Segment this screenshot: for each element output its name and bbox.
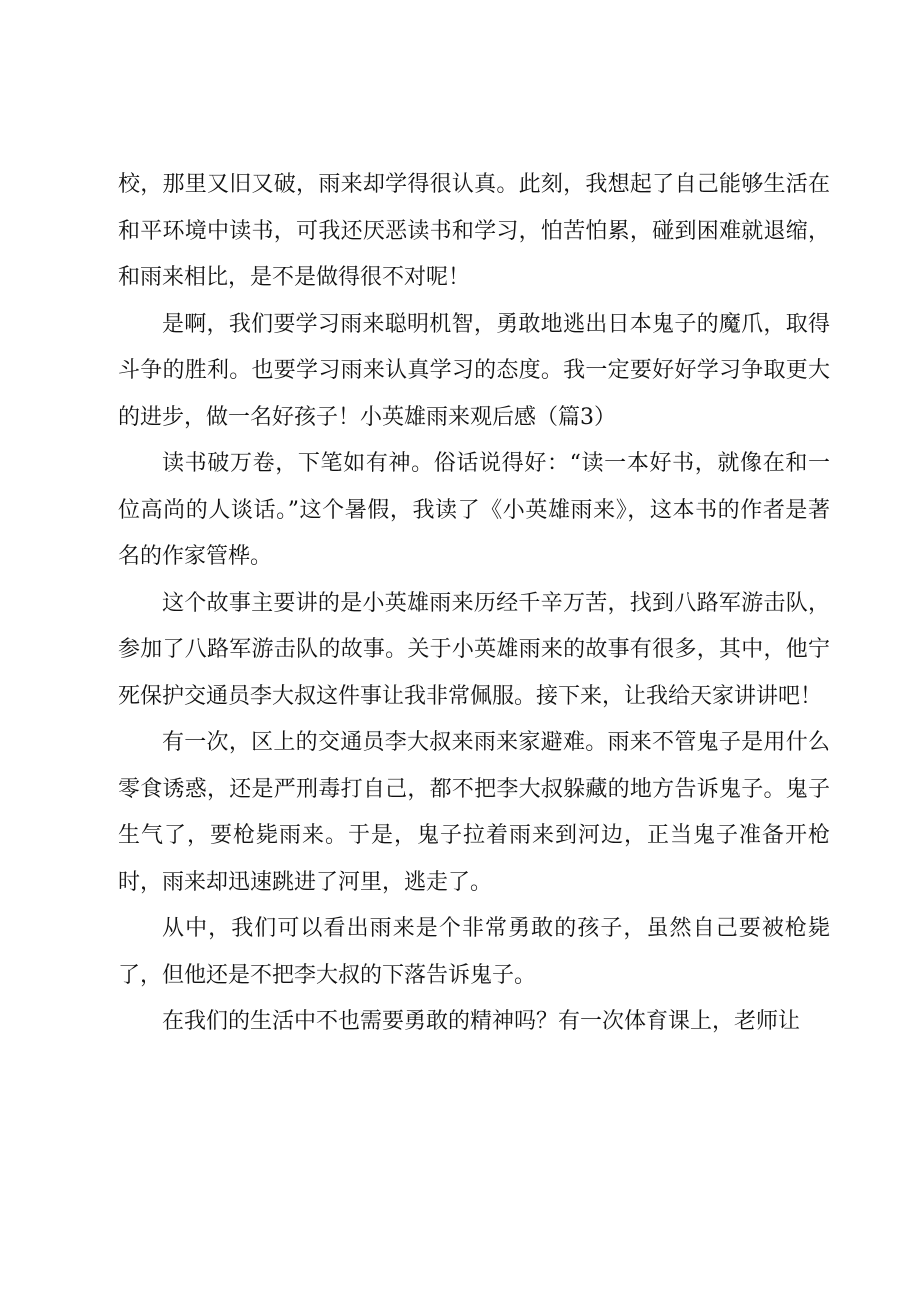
paragraph-6: 从中，我们可以看出雨来是个非常勇敢的孩子，虽然自己要被枪毙了，但他还是不把李大叔的下落告诉鬼子。 [118,916,830,988]
paragraph-2: 是啊，我们要学习雨来聪明机智，勇敢地逃出日本鬼子的魔爪，取得斗争的胜利。也要学习雨来认真学习的态度。我一定要好好学习争取更大的进步，做一名好孩子！小英雄雨来观后感（篇3） [118,311,830,430]
paragraph-4: 这个故事主要讲的是小英雄雨来历经千辛万苦，找到八路军游击队，参加了八路军游击队的故事。关于小英雄雨来的故事有很多，其中，他宁死保护交通员李大叔这件事让我非常佩服。接下来，让我给天家讲讲吧！ [118,590,830,709]
paragraph-7: 在我们的生活中不也需要勇敢的精神吗？有一次体育课上，老师让 [162,1009,801,1034]
paragraph-3: 读书破万卷，下笔如有神。俗话说得好：“读一本好书，就像在和一位高尚的人谈话。”这个暑假，我读了《小英雄雨来》，这本书的作者是著名的作家管桦。 [118,451,830,569]
paragraph-1: 校，那里又旧又破，雨来却学得很认真。此刻，我想起了自己能够生活在和平环境中读书，可我还厌恶读书和学习，怕苦怕累，碰到困难就退缩，和雨来相比，是不是做得很不对呢！ [118,172,830,290]
paragraph-5: 有一次，区上的交通员李大叔来雨来家避难。雨来不管鬼子是用什么零食诱惑，还是严刑毒打自己，都不把李大叔躲藏的地方告诉鬼子。鬼子生气了，要枪毙雨来。于是，鬼子拉着雨来到河边，正当鬼子准备开枪时，雨来却迅速跳进了河里，逃走了。 [118,730,830,895]
document-body [118,162,830,1046]
